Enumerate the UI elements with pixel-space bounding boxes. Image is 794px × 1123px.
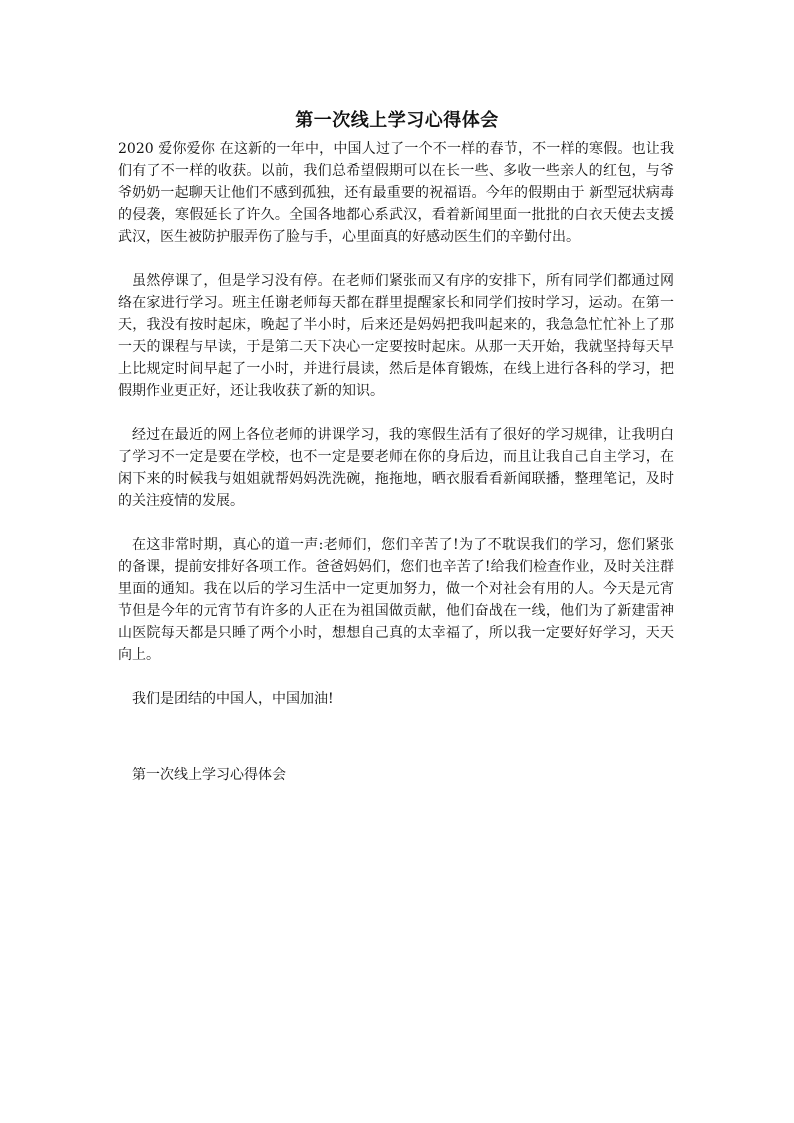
paragraph-5: 我们是团结的中国人，中国加油! <box>132 691 334 707</box>
footer-title: 第一次线上学习心得体会 <box>132 767 286 783</box>
paragraph-2: 虽然停课了，但是学习没有停。在老师们紧张而又有序的安排下，所有同学们都通过网络在家进行学习。班主任谢老师每天都在群里提醒家长和同学们按时学习，运动。在第一天，我没有按时起床，晚起了半小时，后来还是妈妈把我叫起来的，我急急忙忙补上了那一天的课程与早读，于是第二天下决心一定要按时起床。从那一天开始，我就坚持每天早上比规定时间早起了一小时，并进行晨读，然后是体育锻炼，在线上进行各科的学习，把假期作业更正好，还让我收获了新的知识。 <box>118 273 674 399</box>
paragraph-4: 在这非常时期，真心的道一声:老师们，您们辛苦了!为了不耽误我们的学习，您们紧张的备课，提前安排好各项工作。爸爸妈妈们，您们也辛苦了!给我们检查作业，及时关注群里面的通知。我在以后的学习生活中一定更加努力，做一个对社会有用的人。今天是元宵节但是今年的元宵节有许多的人正在为祖国做贡献，他们奋战在一线，他们为了新建雷神山医院每天都是只睡了两个小时，想想自己真的太幸福了，所以我一定要好好学习，天天向上。 <box>118 537 674 663</box>
document-body <box>118 138 674 732</box>
paragraph-1: 2020 爱你爱你 在这新的一年中，中国人过了一个不一样的春节，不一样的寒假。也让我们有了不一样的收获。以前，我们总希望假期可以在长一些、多收一些亲人的红包，与爷爷奶奶一起聊天让他们不感到孤独，还有最重要的祝福语。今年的假期由于 新型冠状病毒 的侵袭，寒假延长了许久。全国各地都心系武汉，看着新闻里面一批批的白衣天使去支援武汉，医生被防护服弄伤了脸与手，心里面真的好感动医生们的辛勤付出。 <box>118 141 674 245</box>
paragraph-3: 经过在最近的网上各位老师的讲课学习，我的寒假生活有了很好的学习规律，让我明白了学习不一定是要在学校，也不一定是要老师在你的身后边，而且让我自己自主学习，在闲下来的时候我与姐姐就帮妈妈洗洗碗，拖拖地，晒衣服看看新闻联播，整理笔记，及时的关注疫情的发展。 <box>118 427 674 509</box>
document-title: 第一次线上学习心得体会 <box>295 110 499 131</box>
